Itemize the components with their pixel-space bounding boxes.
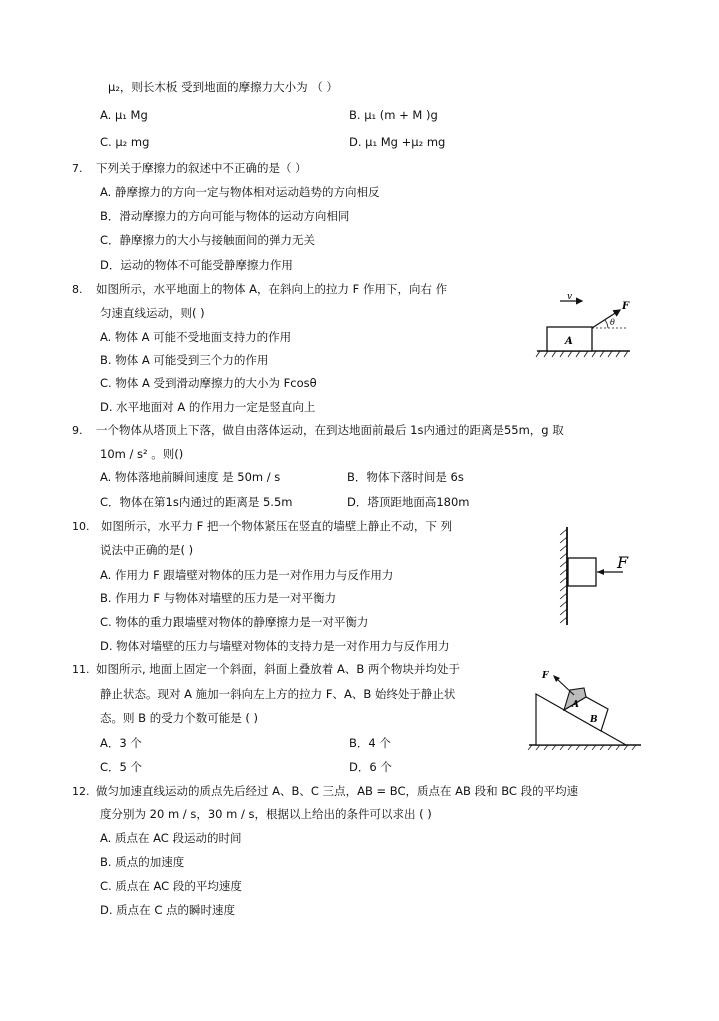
q6-stem-cont: μ₂，则长木板 受到地面的摩擦力大小为 （ ） [108, 80, 338, 94]
q11-force-label: F [542, 671, 549, 681]
q11-stem-line1: 如图所示, 地面上固定一个斜面，斜面上叠放着 A、B 两个物块并均处于 [96, 662, 460, 676]
q9-option-d: D．塔顶距地面高180m [347, 495, 470, 509]
q11-option-d: D．6 个 [349, 760, 392, 774]
q8-angle-arc [605, 320, 608, 328]
q8-option-c: C. 物体 A 受到滑动摩擦力的大小为 Fcosθ [100, 376, 317, 390]
q11-stem-line3: 态。则 B 的受力个数可能是 ( ) [100, 711, 258, 725]
q9-stem-line2: 10m / s² 。则() [100, 447, 184, 461]
q8-block-label: A [565, 336, 573, 347]
q11-option-c: C．5 个 [100, 760, 143, 774]
q9-option-c: C．物体在第1s内通过的距离是 5.5m [100, 495, 293, 509]
q9-option-a: A. 物体落地前瞬间速度 是 50m / s [100, 470, 281, 484]
q11-stem-line2: 静止状态。现对 A 施加一斜向左上方的拉力 F、A、B 始终处于静止状 [100, 687, 456, 701]
q12-stem-line2: 度分别为 20 m / s，30 m / s，根据以上给出的条件可以求出 ( ) [100, 807, 432, 821]
q6-option-a: A. μ₁ Mg [100, 108, 148, 122]
q12-stem-line1: 做匀加速直线运动的质点先后经过 A、B、C 三点，AB = BC，质点在 AB 段和 BC 段的平均速 [96, 784, 579, 798]
q10-stem-line2: 说法中正确的是( ) [100, 543, 194, 557]
q7-option-c: C．静摩擦力的大小与接触面间的弹力无关 [100, 233, 316, 247]
q8-ground-hatch [536, 351, 628, 357]
q11-figure [526, 666, 646, 750]
q10-wall-hatch [560, 529, 567, 623]
q12-option-d: D. 质点在 C 点的瞬时速度 [100, 903, 236, 917]
q12-number: 12. [72, 785, 90, 798]
q8-force-arrow [592, 310, 620, 328]
q10-option-d: D. 物体对墙壁的压力与墙壁对物体的支持力是一对作用力与反作用力 [100, 639, 450, 653]
q9-stem-line1: 一个物体从塔顶上下落，做自由落体运动，在到达地面前最后 1s内通过的距离是55m，g 取 [96, 423, 564, 437]
q8-velocity-label: v [567, 292, 573, 302]
q7-option-d: D．运动的物体不可能受静摩擦力作用 [100, 258, 293, 272]
q11-block-a-label: A [572, 700, 579, 710]
q7-option-a: A. 静摩擦力的方向一定与物体相对运动趋势的方向相反 [100, 185, 380, 199]
q11-block-b-label: B [590, 715, 598, 725]
q7-stem: 下列关于摩擦力的叙述中不正确的是（ ） [96, 161, 307, 175]
q6-option-d: D. μ₁ Mg +μ₂ mg [349, 135, 446, 149]
q11-number: 11. [72, 663, 90, 676]
q10-figure [555, 525, 635, 630]
q10-number: 10. [72, 520, 90, 533]
q8-option-d: D. 水平地面对 A 的作用力一定是竖直向上 [100, 400, 316, 414]
q12-option-a: A. 质点在 AC 段运动的时间 [100, 831, 242, 845]
q12-option-b: B. 质点的加速度 [100, 855, 185, 869]
q7-option-b: B．滑动摩擦力的方向可能与物体的运动方向相同 [100, 209, 350, 223]
q8-figure [532, 290, 644, 362]
q10-option-b: B. 作用力 F 与物体对墙壁的压力是一对平衡力 [100, 591, 337, 605]
q10-stem-line1: 如图所示，水平力 F 把一个物体紧压在竖直的墙壁上静止不动，下 列 [101, 519, 453, 533]
q6-option-b: B. μ₁ (m + M )g [349, 108, 438, 122]
q6-option-c: C. μ₂ mg [100, 135, 150, 149]
q12-option-c: C. 质点在 AC 段的平均速度 [100, 879, 242, 893]
q10-force-label: F [617, 553, 629, 572]
q7-number: 7. [72, 162, 83, 175]
q10-block [568, 558, 596, 586]
q8-stem-line2: 匀速直线运动，则( ) [100, 306, 205, 320]
q8-angle-label: θ [610, 318, 615, 327]
q10-option-c: C. 物体的重力跟墙壁对物体的静摩擦力是一对平衡力 [100, 615, 369, 629]
q8-option-b: B. 物体 A 可能受到三个力的作用 [100, 353, 269, 367]
q8-option-a: A. 物体 A 可能不受地面支持力的作用 [100, 330, 292, 344]
q11-option-b: B．4 个 [349, 736, 391, 750]
q9-option-b: B．物体下落时间是 6s [347, 470, 464, 484]
q11-option-a: A．3 个 [100, 736, 142, 750]
q11-force-arrow [556, 678, 574, 695]
q10-option-a: A. 作用力 F 跟墙壁对物体的压力是一对作用力与反作用力 [100, 568, 394, 582]
q8-stem-line1: 如图所示，水平地面上的物体 A，在斜向上的拉力 F 作用下，向右 作 [96, 282, 448, 296]
q8-number: 8. [72, 283, 83, 296]
q8-force-label: F [622, 301, 630, 312]
q10-force-arrowhead [597, 569, 604, 575]
q9-number: 9. [72, 424, 83, 437]
